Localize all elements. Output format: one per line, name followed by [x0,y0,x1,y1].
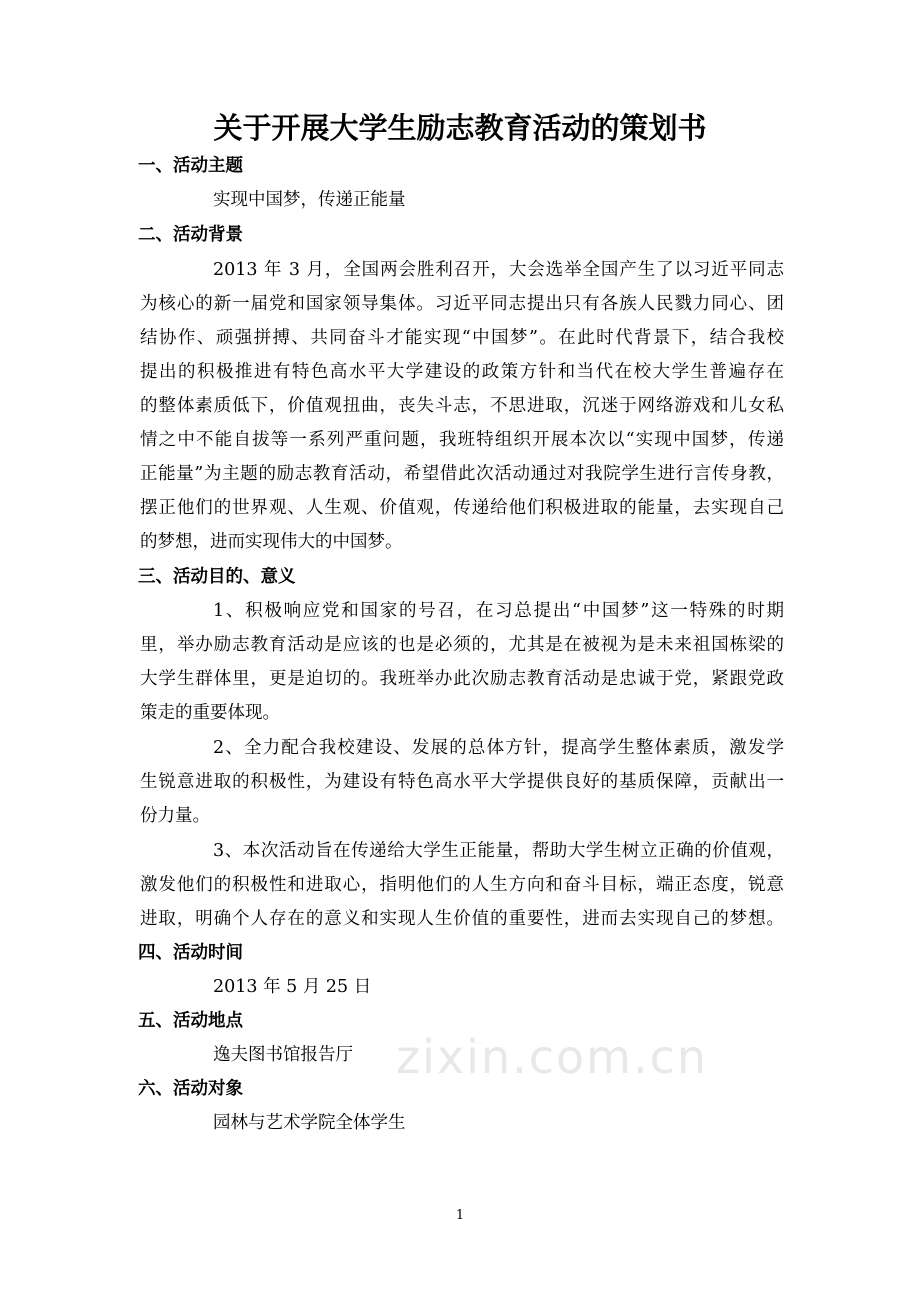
watermark: zixin.com.cn [396,1030,709,1084]
background-line: 的梦想，进而实现伟大的中国梦。 [140,532,403,552]
purpose-line: 大学生群体里，更是迫切的。我班举办此次励志教育活动是忠诚于党，紧跟党政 [140,669,784,689]
purpose-line: 1、积极响应党和国家的号召，在习总提出“中国梦”这一特殊的时期 [213,601,784,621]
background-line: 提出的积极推进有特色高水平大学建设的政策方针和当代在校大学生普遍存在 [140,362,784,382]
section-heading-time: 四、活动时间 [138,943,243,963]
purpose-line: 生锐意进取的积极性，为建设有特色高水平大学提供良好的基质保障，贡献出一 [140,772,784,792]
section-heading-audience: 六、活动对象 [138,1079,243,1099]
background-line: 结协作、顽强拼搏、共同奋斗才能实现“中国梦”。在此时代背景下，结合我校 [140,328,784,348]
background-line: 的整体素质低下，价值观扭曲，丧失斗志，不思进取，沉迷于网络游戏和儿女私 [140,396,784,416]
section-heading-theme: 一、活动主题 [138,156,243,176]
background-line: 情之中不能自拔等一系列严重问题，我班特组织开展本次以“实现中国梦，传递 [140,430,784,450]
background-line: 摆正他们的世界观、人生观、价值观，传递给他们积极进取的能量，去实现自己 [140,498,784,518]
section-heading-background: 二、活动背景 [138,225,243,245]
purpose-line: 2、全力配合我校建设、发展的总体方针，提高学生整体素质，激发学 [213,738,784,758]
background-line: 正能量”为主题的励志教育活动，希望借此次活动通过对我院学生进行言传身教， [140,464,784,484]
section-heading-location: 五、活动地点 [138,1011,243,1031]
section-heading-purpose: 三、活动目的、意义 [138,567,296,587]
audience-text: 园林与艺术学院全体学生 [213,1113,406,1133]
document-title: 关于开展大学生励志教育活动的策划书 [213,111,707,145]
page-number: 1 [455,1208,465,1223]
background-line: 为核心的新一届党和国家领导集体。习近平同志提出只有各族人民戮力同心、团 [140,294,784,314]
purpose-line: 进取，明确个人存在的意义和实现人生价值的重要性，进而去实现自己的梦想。 [140,909,784,929]
location-text: 逸夫图书馆报告厅 [213,1045,353,1065]
background-line: 2013 年 3 月，全国两会胜利召开，大会选举全国产生了以习近平同志 [213,260,784,280]
purpose-line: 份力量。 [140,806,210,826]
purpose-line: 3、本次活动旨在传递给大学生正能量，帮助大学生树立正确的价值观， [213,841,784,861]
theme-text: 实现中国梦，传递正能量 [213,190,406,210]
purpose-line: 激发他们的积极性和进取心，指明他们的人生方向和奋斗目标，端正态度，锐意 [140,875,784,895]
purpose-line: 里，举办励志教育活动是应该的也是必须的，尤其是在被视为是未来祖国栋梁的 [140,635,784,655]
time-text: 2013 年 5 月 25 日 [213,977,372,997]
purpose-line: 策走的重要体现。 [140,703,280,723]
